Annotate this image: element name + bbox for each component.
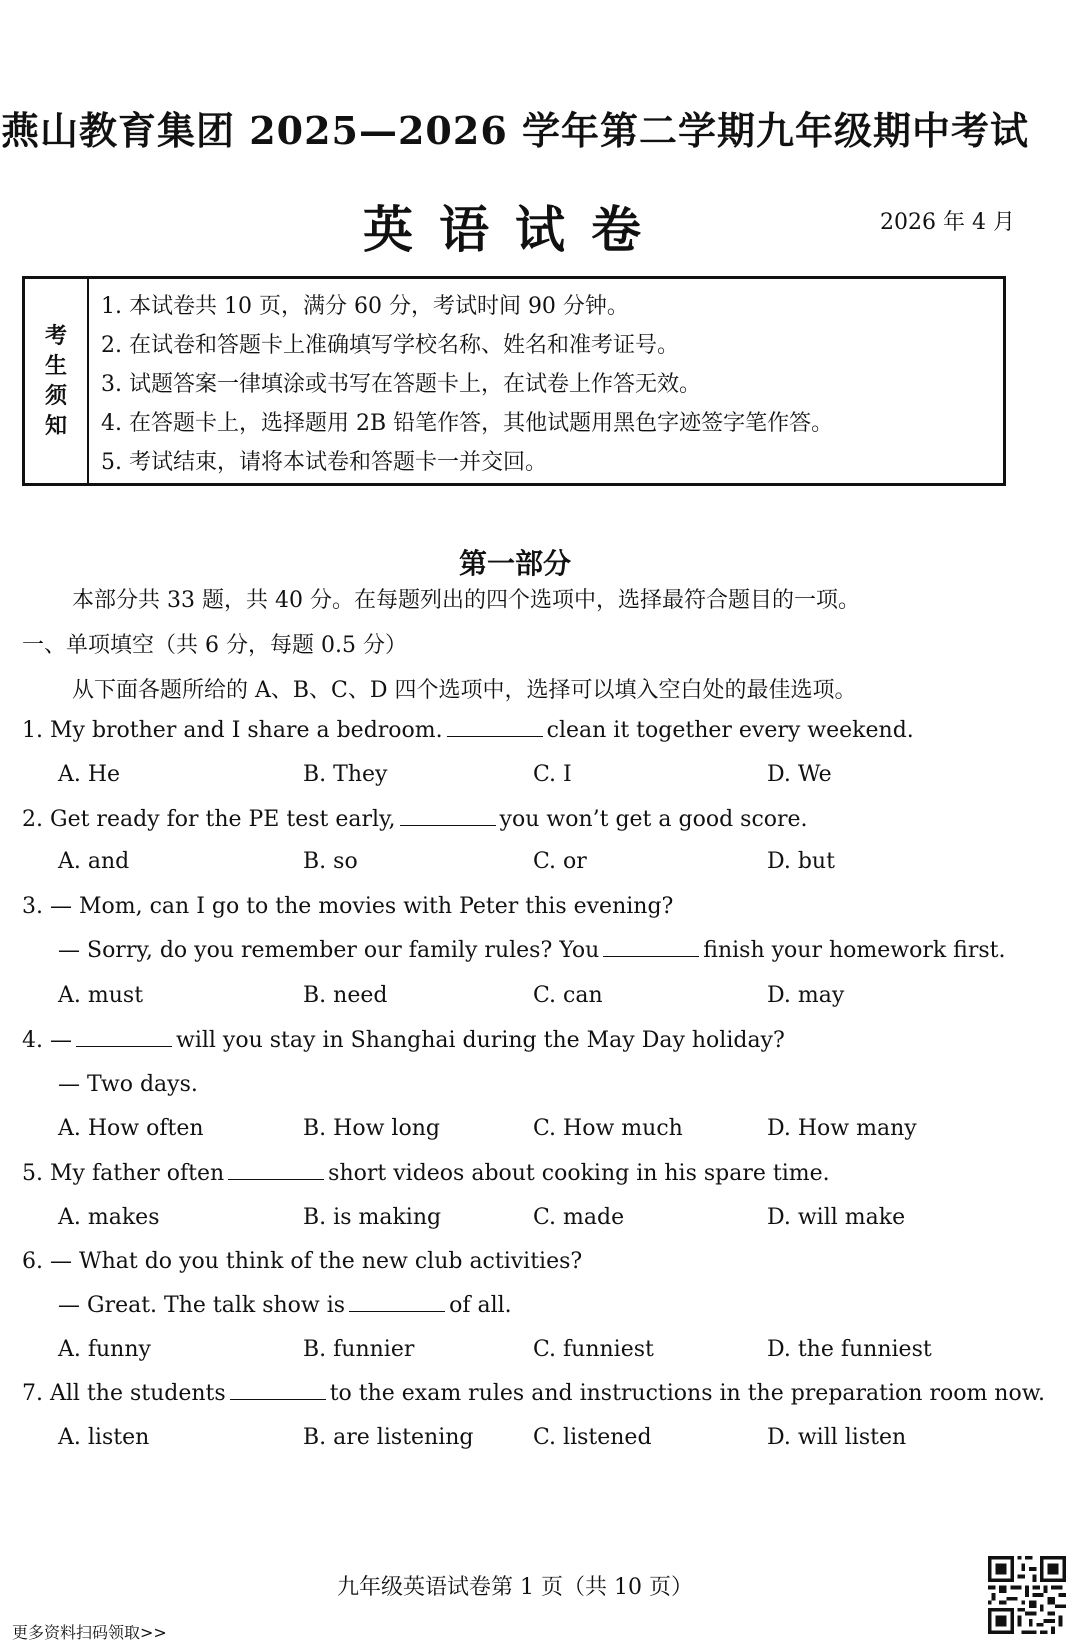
question-text: — Great. The talk show is	[58, 1293, 346, 1318]
question-text: My father often	[50, 1161, 225, 1186]
question-6-line-2	[58, 1293, 512, 1318]
option-c: C. I	[533, 762, 572, 787]
question-text: you won’t get a good score.	[499, 807, 808, 832]
question-4	[22, 1028, 785, 1053]
notice-label	[25, 279, 89, 483]
exam-subtitle: 英语试卷	[363, 200, 667, 259]
section-instructions: 从下面各题所给的 A、B、C、D 四个选项中，选择可以填入空白处的最佳选项。	[72, 678, 857, 703]
exam-title: 燕山教育集团 2025—2026 学年第二学期九年级期中考试	[1, 108, 1029, 153]
notice-label-char: 须	[44, 383, 67, 409]
question-number: 3.	[22, 894, 43, 919]
option-b: B. funnier	[303, 1337, 415, 1362]
option-c: C. listened	[533, 1425, 652, 1450]
part-intro: 本部分共 33 题，共 40 分。在每题列出的四个选项中，选择最符合题目的一项。	[72, 588, 860, 613]
option-b: B. They	[303, 762, 388, 787]
option-a: A. listen	[58, 1425, 150, 1450]
notice-item: 2. 在试卷和答题卡上准确填写学校名称、姓名和准考证号。	[101, 333, 679, 358]
question-number: 7.	[22, 1381, 43, 1406]
notice-item: 5. 考试结束，请将本试卷和答题卡一并交回。	[101, 450, 547, 475]
answer-blank	[349, 1310, 445, 1312]
question-3	[22, 894, 673, 919]
option-c: C. made	[533, 1205, 625, 1230]
question-6	[22, 1249, 582, 1274]
option-a: A. makes	[58, 1205, 160, 1230]
option-a: A. How often	[58, 1116, 204, 1141]
question-text: will you stay in Shanghai during the May Day holiday?	[176, 1028, 785, 1053]
answer-blank	[447, 735, 543, 737]
option-c: C. can	[533, 983, 603, 1008]
question-text: My brother and I share a bedroom.	[50, 718, 443, 743]
option-b: B. How long	[303, 1116, 440, 1141]
option-d: D. the funniest	[767, 1337, 932, 1362]
option-b: B. is making	[303, 1205, 442, 1230]
section-title: 一、单项填空（共 6 分，每题 0.5 分）	[22, 633, 407, 658]
question-text: — Sorry, do you remember our family rules? You	[58, 938, 600, 963]
notice-item: 3. 试题答案一律填涂或书写在答题卡上，在试卷上作答无效。	[101, 372, 701, 397]
notice-item: 4. 在答题卡上，选择题用 2B 铅笔作答，其他试题用黑色字迹签字笔作答。	[101, 411, 834, 436]
question-7	[22, 1381, 1045, 1406]
option-a: A. must	[58, 983, 144, 1008]
part-title: 第一部分	[458, 547, 571, 580]
option-c: C. funniest	[533, 1337, 654, 1362]
notice-label-char: 知	[44, 413, 67, 439]
question-number: 4.	[22, 1028, 43, 1053]
question-text: — Mom, can I go to the movies with Peter this evening?	[50, 894, 674, 919]
option-d: D. will make	[767, 1205, 906, 1230]
more-resources-link[interactable]: 更多资料扫码领取>>	[12, 1623, 167, 1642]
page-footer: 九年级英语试卷第 1 页（共 10 页）	[337, 1575, 693, 1600]
question-text: of all.	[449, 1293, 512, 1318]
question-5	[22, 1161, 830, 1186]
question-text: Get ready for the PE test early,	[50, 807, 396, 832]
question-1	[22, 718, 914, 743]
option-c: C. or	[533, 849, 587, 874]
option-b: B. are listening	[303, 1425, 474, 1450]
question-2	[22, 807, 808, 832]
notice-items	[101, 287, 833, 482]
notice-box	[22, 276, 1006, 486]
question-number: 5.	[22, 1161, 43, 1186]
option-d: D. How many	[767, 1116, 917, 1141]
question-text: finish your homework first.	[703, 938, 1006, 963]
question-text: —	[50, 1028, 72, 1053]
option-a: A. and	[58, 849, 130, 874]
option-d: D. will listen	[767, 1425, 907, 1450]
question-text: clean it together every weekend.	[546, 718, 914, 743]
exam-date: 2026 年 4 月	[880, 210, 1015, 235]
option-d: D. but	[767, 849, 835, 874]
option-b: B. so	[303, 849, 358, 874]
question-4-line-2: — Two days.	[58, 1072, 198, 1097]
option-b: B. need	[303, 983, 388, 1008]
answer-blank	[603, 955, 699, 957]
answer-blank	[400, 824, 496, 826]
question-3-line-2	[58, 938, 1006, 963]
option-d: D. may	[767, 983, 845, 1008]
answer-blank	[228, 1178, 324, 1180]
notice-label-char: 考	[44, 323, 67, 349]
question-text: All the students	[50, 1381, 226, 1406]
notice-item: 1. 本试卷共 10 页，满分 60 分，考试时间 90 分钟。	[101, 294, 629, 319]
option-a: A. He	[58, 762, 121, 787]
question-number: 2.	[22, 807, 43, 832]
question-text: to the exam rules and instructions in the preparation room now.	[329, 1381, 1045, 1406]
question-number: 6.	[22, 1249, 43, 1274]
question-text: short videos about cooking in his spare time.	[328, 1161, 830, 1186]
answer-blank	[230, 1398, 326, 1400]
notice-label-char: 生	[44, 353, 67, 379]
option-a: A. funny	[58, 1337, 151, 1362]
answer-blank	[76, 1045, 172, 1047]
option-d: D. We	[767, 762, 832, 787]
option-c: C. How much	[533, 1116, 683, 1141]
question-text: — What do you think of the new club activities?	[50, 1249, 583, 1274]
qr-code-icon[interactable]	[988, 1556, 1066, 1634]
question-number: 1.	[22, 718, 43, 743]
